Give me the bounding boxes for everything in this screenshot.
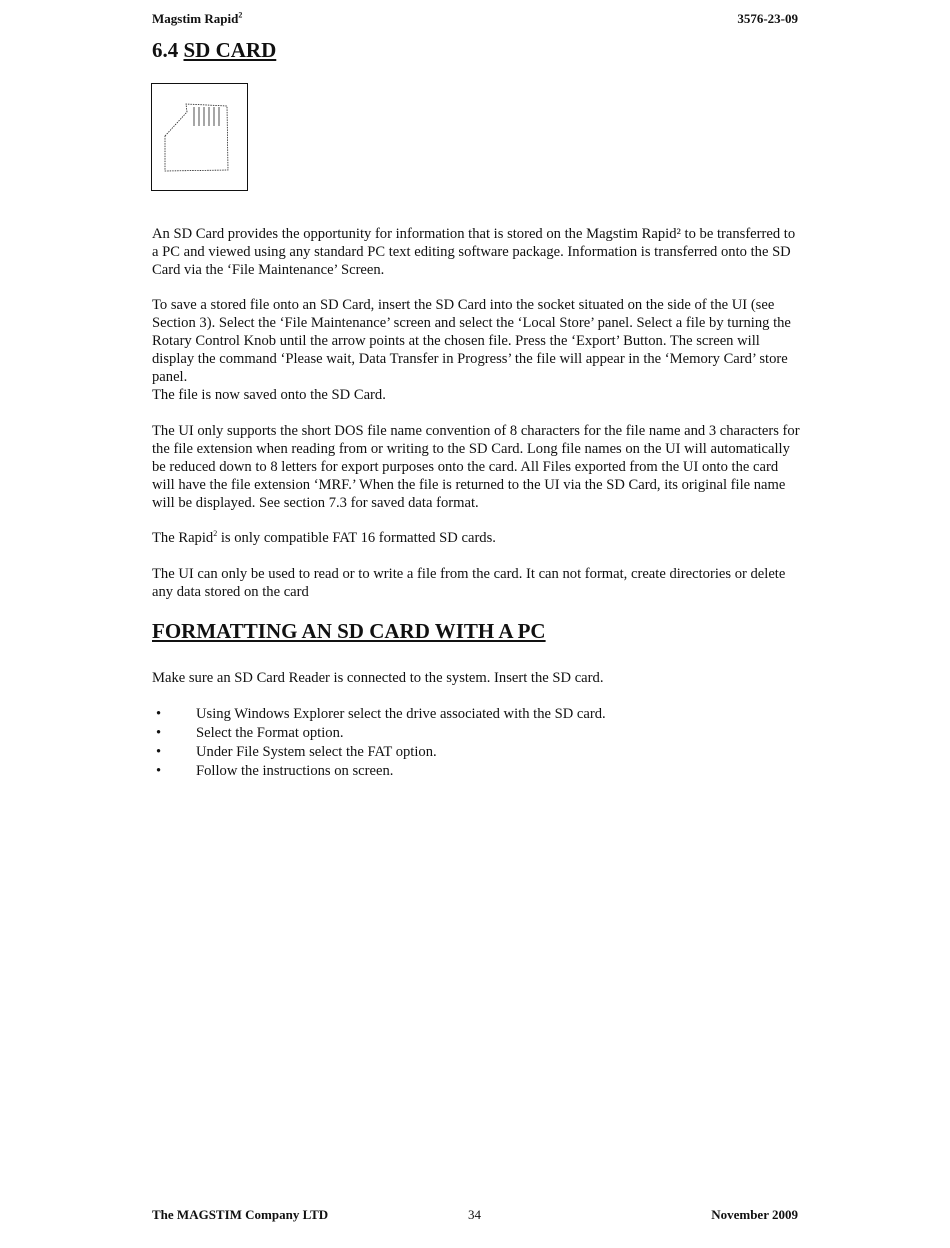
sd-card-icon <box>152 84 247 190</box>
fat16-superscript: 2 <box>213 529 218 539</box>
list-item <box>152 724 752 743</box>
dos-names-paragraph: The UI only supports the short DOS file name convention of 8 characters for the file name and 3 characters for the file extension when reading from or writing to the SD Card. Long file names on the UI will automatically be reduced down to 8 letters for export purposes onto the card. All Files exported from the UI onto the card will have the file extension ‘MRF.’ When the file is returned to the UI via the SD Card, its original file name will be displayed. See section 7.3 for saved data format. <box>152 423 800 511</box>
read-write-paragraph: The UI can only be used to read or to write a file from the card. It can not format, create directories or delete any data stored on the card <box>152 566 786 600</box>
list-item <box>152 743 752 762</box>
footer-company: The MAGSTIM Company LTD <box>152 1207 329 1222</box>
list-item-text: Under File System select the FAT option. <box>196 744 437 760</box>
bullet-icon: • <box>156 706 162 722</box>
save-steps-paragraph <box>152 296 802 404</box>
fat16-prefix: The Rapid <box>152 530 214 546</box>
list-item-text: Select the Format option. <box>196 725 344 741</box>
header-product <box>152 11 242 27</box>
formatting-intro: Make sure an SD Card Reader is connected to the system. Insert the SD card. <box>152 670 604 686</box>
list-item-text: Follow the instructions on screen. <box>196 763 394 779</box>
fat16-paragraph <box>152 529 802 547</box>
bullet-icon: • <box>156 744 162 760</box>
header-doc-number: 3576-23-09 <box>737 11 798 26</box>
header-product-superscript: 2 <box>238 10 243 20</box>
formatting-heading: FORMATTING AN SD CARD WITH A PC <box>152 619 546 643</box>
bullet-icon: • <box>156 725 162 741</box>
intro-paragraph: An SD Card provides the opportunity for information that is stored on the Magstim Rapid² to be transferred to a PC and viewed using any standard PC text editing software package. Information is transferred onto the SD Card via the ‘File Maintenance’ Screen. <box>152 226 796 278</box>
list-item <box>152 762 752 781</box>
list-item <box>152 705 752 724</box>
save-steps-text: To save a stored file onto an SD Card, insert the SD Card into the socket situated on the side of the UI (see Section 3). Select the ‘File Maintenance’ screen and select the ‘Local Store’ panel. Select a file by turning the Rotary Control Knob until the arrow points at the chosen file. Press the ‘Export’ Button. The screen will display the command ‘Please wait, Data Transfer in Progress’ the file will appear in the ‘Memory Card’ store panel. <box>152 297 791 385</box>
fat16-suffix: is only compatible FAT 16 formatted SD cards. <box>217 530 496 546</box>
list-item-text: Using Windows Explorer select the drive associated with the SD card. <box>196 706 606 722</box>
sd-card-figure <box>151 83 248 191</box>
formatting-steps-list <box>152 705 752 781</box>
section-title <box>152 38 276 63</box>
section-number: 6.4 <box>152 38 179 62</box>
bullet-icon: • <box>156 763 162 779</box>
saved-note-text: The file is now saved onto the SD Card. <box>152 387 386 403</box>
footer-date: November 2009 <box>711 1207 798 1222</box>
footer-page-number: 34 <box>468 1207 481 1222</box>
header-product-name: Magstim Rapid <box>152 11 239 26</box>
document-page <box>152 0 798 1248</box>
section-title-text: SD CARD <box>183 38 277 62</box>
